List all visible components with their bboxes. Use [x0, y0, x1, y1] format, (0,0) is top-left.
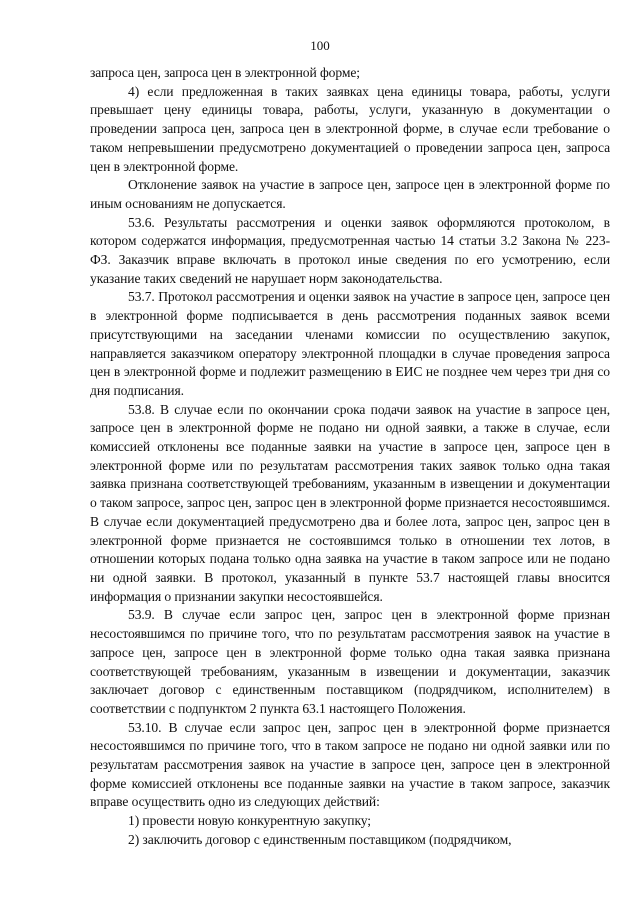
paragraph-53-8: 53.8. В случае если по окончании срока подачи заявок на участие в запросе цен, запросе цен в электронной форме не подано ни одной заявки, а также в случае, если комиссией отклонены все поданные заявки на участие в запросе цен, запросе цен в электронной форме или по результатам рассмотрения таких заявок только одна такая заявка признана соответствующей требованиям, указанным в извещении и документации о таком запросе, запрос цен, запрос цен в электронной форме признается несостоявшимся. В случае если документацией предусмотрено два и более лота, запрос цен, запрос цен в электронной форме признается не состоявшимся только в отношении тех лотов, в отношении которых подана только одна заявка на участие в таком запросе или не подано ни одной заявки. В протокол, указанный в пункте 53.7 настоящей главы вносится информация о признании закупки несостоявшейся. — [90, 401, 610, 604]
page-number: 100 — [310, 38, 330, 53]
list-item-1: 1) провести новую конкурентную закупку; — [128, 813, 371, 829]
paragraph-continuation: запроса цен, запроса цен в электронной форме; — [90, 65, 360, 80]
paragraph-53-10: 53.10. В случае если запрос цен, запрос цен в электронной форме признается несостоявшимся по причине того, что в таком запросе не подано ни одной заявки или по результатам рассмотрения заявок на участие в запросе цен, запросе цен в электронной форме комиссией отклонены все поданные заявки на участие в таком запросе, заказчик вправе осуществить одно из следующих действий: — [90, 719, 610, 810]
paragraph-item-4: 4) если предложенная в таких заявках цена единицы товара, работы, услуги превышает цену единицы товара, работы, услуги, указанную в документации о проведении запроса цен, запроса цен в электронной форме, в случае если требование о таком непревышении предусмотрено документацией о проведении запроса цен, запроса цен в электронной форме. — [90, 83, 610, 174]
paragraph-53-7: 53.7. Протокол рассмотрения и оценки заявок на участие в запросе цен, запросе цен в электронной форме подписывается в день рассмотрения поданных заявок всеми присутствующими на заседании членами комиссии по осуществлению закупок, направляется заказчиком оператору электронной площадки в случае проведения запроса цен в электронной форме и подлежит размещению в ЕИС не позднее чем через три дня со дня подписания. — [90, 289, 610, 398]
paragraph-53-6: 53.6. Результаты рассмотрения и оценки заявок оформляются протоколом, в котором содержатся информация, предусмотренная частью 14 статьи 3.2 Закона № 223-ФЗ. Заказчик вправе включать в протокол иные сведения по его усмотрению, если указание таких сведений не нарушает норм законодательства. — [90, 214, 610, 286]
document-body — [90, 64, 610, 850]
list-item-2: 2) заключить договор с единственным поставщиком (подрядчиком, — [128, 831, 512, 847]
paragraph-53-9: 53.9. В случае если запрос цен, запрос цен в электронной форме признан несостоявшимся по причине того, что по результатам рассмотрения заявок на участие в запросе цен, запросе цен в электронной форме только одна такая заявка признана соответствующей требованиям, указанным в извещении и документации, заказчик заключает договор с единственным поставщиком (подрядчиком, исполнителем) в соответствии с подпунктом 2 пункта 63.1 настоящего Положения. — [90, 607, 610, 716]
paragraph-rejection-note: Отклонение заявок на участие в запросе цен, запросе цен в электронной форме по иным основаниям не допускается. — [90, 177, 610, 211]
